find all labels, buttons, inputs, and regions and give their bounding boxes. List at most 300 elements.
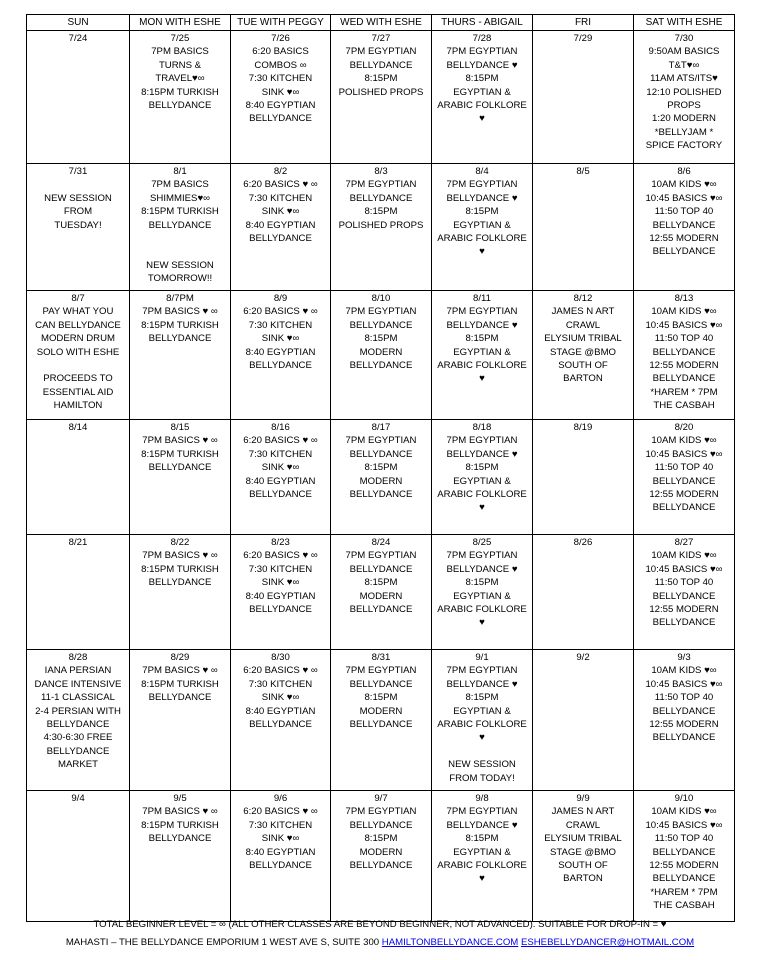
class-line: 7PM EGYPTIAN (345, 665, 417, 677)
class-line: 11:50 TOP 40 (654, 206, 714, 218)
day-cell-mon (130, 535, 231, 650)
class-line: 8:15PM (364, 692, 398, 704)
day-cell-sun (27, 791, 130, 922)
day-date: 8/1 (173, 166, 187, 177)
week-row (27, 650, 735, 791)
day-date: 8/29 (170, 652, 190, 663)
class-line: BELLYDANCE (349, 604, 413, 616)
day-date: 8/27 (674, 537, 694, 548)
class-line: 7:30 KITCHEN (248, 678, 313, 690)
class-line: 7:30 KITCHEN (248, 73, 313, 85)
day-cell-sat (634, 164, 735, 291)
class-line: 7PM EGYPTIAN (345, 306, 417, 318)
class-line: MODERN (359, 346, 403, 358)
class-line: MODERN (359, 705, 403, 717)
class-line: 7PM EGYPTIAN (345, 46, 417, 58)
class-line: BELLYDANCE ♥ (446, 819, 518, 831)
day-date: 8/4 (475, 166, 489, 177)
day-cell-thu (432, 650, 533, 791)
class-line (130, 232, 230, 245)
class-line: ARABIC FOLKLORE (437, 604, 527, 616)
class-line: SOLO WITH ESHE (36, 346, 120, 358)
day-cell-fri (533, 31, 634, 164)
class-line: 11:50 TOP 40 (654, 692, 714, 704)
day-date: 9/6 (273, 793, 288, 804)
class-line: BELLYDANCE (249, 489, 312, 501)
class-line: BELLYDANCE (652, 346, 716, 358)
day-date: 8/20 (674, 422, 694, 433)
class-line: 8:40 EGYPTIAN (245, 705, 316, 717)
day-date: 8/2 (273, 166, 288, 177)
day-date: 8/30 (271, 652, 290, 663)
day-date: 7/28 (472, 33, 492, 44)
day-cell-wed (331, 291, 432, 420)
day-date: 7/26 (271, 33, 290, 44)
week-row (27, 420, 735, 535)
day-cell-sun (27, 420, 130, 535)
class-line: BELLYDANCE (349, 360, 413, 372)
day-date: 8/22 (170, 537, 190, 548)
class-line: STAGE @BMO (549, 846, 617, 858)
class-line: 8:15PM (364, 462, 398, 474)
class-line: BELLYDANCE (349, 448, 413, 460)
class-line (27, 359, 129, 372)
day-date: 9/1 (475, 652, 489, 663)
day-cell-mon (130, 31, 231, 164)
class-line: 7PM BASICS ♥ ∞ (142, 550, 218, 562)
day-cell-thu (432, 420, 533, 535)
class-line: BELLYDANCE ♥ (446, 678, 518, 690)
day-date: 8/3 (374, 166, 388, 177)
class-line: BELLYDANCE (349, 563, 413, 575)
class-line: 7PM EGYPTIAN (446, 806, 518, 818)
class-line: 10:45 BASICS ♥∞ (645, 192, 723, 204)
class-line: FROM (63, 206, 93, 218)
class-line: 7PM EGYPTIAN (446, 550, 518, 562)
schedule-body (27, 31, 735, 922)
class-line: CAN BELLYDANCE (35, 319, 121, 331)
day-cell-thu (432, 291, 533, 420)
day-cell-tue (231, 31, 331, 164)
class-line: 8:15PM TURKISH (141, 563, 219, 575)
day-date: 7/31 (68, 166, 88, 177)
class-line: *BELLYJAM * (654, 126, 714, 138)
class-line: STAGE @BMO (549, 346, 617, 358)
class-line: 8:15PM TURKISH (141, 678, 219, 690)
class-line: BELLYDANCE (148, 462, 212, 474)
class-line: BELLYDANCE (148, 219, 212, 231)
class-line: 8:15PM (465, 833, 499, 845)
class-line: BELLYDANCE (652, 705, 716, 717)
day-cell-fri (533, 291, 634, 420)
class-line: IANA PERSIAN (44, 665, 112, 677)
day-cell-mon (130, 420, 231, 535)
class-line: POLISHED PROPS (338, 219, 424, 231)
class-line: 7PM EGYPTIAN (345, 806, 417, 818)
class-line: 10AM KIDS ♥∞ (651, 179, 717, 191)
class-line: BELLYDANCE (249, 719, 312, 731)
day-cell-fri (533, 791, 634, 922)
class-line: 10AM KIDS ♥∞ (651, 306, 717, 318)
class-line: 12:10 POLISHED (646, 86, 722, 98)
class-line: 7PM BASICS (151, 46, 209, 58)
website-link[interactable]: HAMILTONBELLYDANCE.COM (381, 937, 519, 948)
day-date: 9/3 (677, 652, 691, 663)
day-cell-fri (533, 650, 634, 791)
day-cell-sat (634, 650, 735, 791)
day-cell-fri (533, 535, 634, 650)
class-line: 9:50AM BASICS (648, 46, 720, 58)
day-cell-sun (27, 164, 130, 291)
class-line: 2-4 PERSIAN WITH (35, 705, 121, 717)
class-line: 8:15PM (364, 577, 398, 589)
class-line: 7PM EGYPTIAN (446, 179, 518, 191)
day-date: 7/30 (674, 33, 694, 44)
class-line: BELLYDANCE ♥ (446, 192, 518, 204)
class-line: 7PM EGYPTIAN (446, 306, 518, 318)
class-line: THE CASBAH (653, 900, 715, 912)
class-line: BARTON (563, 373, 603, 385)
class-line: BELLYDANCE (349, 819, 413, 831)
class-line: BELLYDANCE (349, 678, 413, 690)
day-date: 9/8 (475, 793, 489, 804)
class-line: FROM TODAY! (449, 772, 515, 784)
class-line: BELLYDANCE (46, 745, 110, 757)
day-cell-sun (27, 535, 130, 650)
day-date: 8/16 (271, 422, 290, 433)
class-line: COMBOS ∞ (254, 59, 307, 71)
class-line: *HAREM * 7PM (650, 886, 718, 898)
class-line: BELLYDANCE (652, 373, 716, 385)
class-line: HAMILTON (53, 400, 103, 412)
class-line: BELLYDANCE (249, 604, 312, 616)
class-line: BELLYDANCE (148, 100, 212, 112)
class-line: BELLYDANCE (652, 873, 716, 885)
week-row (27, 791, 735, 922)
day-cell-fri (533, 420, 634, 535)
class-line: PROCEEDS TO (43, 373, 113, 385)
week-row (27, 291, 735, 420)
class-line: BELLYDANCE ♥ (446, 448, 518, 460)
class-line: 8:15PM TURKISH (141, 319, 219, 331)
class-line: BELLYDANCE (349, 192, 413, 204)
day-date: 8/19 (573, 422, 593, 433)
class-line: 8:15PM (465, 577, 499, 589)
day-date: 8/23 (271, 537, 290, 548)
day-cell-thu (432, 535, 533, 650)
class-line: 8:15PM (364, 333, 398, 345)
class-line: BELLYDANCE (46, 719, 110, 731)
day-cell-tue (231, 164, 331, 291)
schedule-table (26, 14, 735, 922)
day-cell-tue (231, 420, 331, 535)
class-line: NEW SESSION (146, 259, 214, 271)
day-date: 8/25 (472, 537, 492, 548)
day-date: 8/26 (573, 537, 593, 548)
class-line: 8:40 EGYPTIAN (245, 590, 316, 602)
class-line: DANCE INTENSIVE (34, 678, 122, 690)
class-line: T&T♥∞ (668, 59, 700, 71)
class-line: BELLYDANCE (652, 617, 716, 629)
class-line: SINK ♥∞ (261, 833, 300, 845)
class-line: 12:55 MODERN (649, 489, 719, 501)
class-line: 10AM KIDS ♥∞ (651, 665, 717, 677)
class-line: 8:15PM (465, 692, 499, 704)
class-line: 8:15PM (465, 206, 499, 218)
class-line: 7:30 KITCHEN (248, 192, 313, 204)
day-date: 8/13 (674, 293, 694, 304)
class-line: SINK ♥∞ (261, 577, 300, 589)
day-date: 8/31 (371, 652, 391, 663)
day-cell-wed (331, 31, 432, 164)
class-line: ♥ (479, 373, 485, 385)
class-line: 8:15PM (465, 73, 499, 85)
class-line: PROPS (667, 100, 701, 112)
class-line: 10:45 BASICS ♥∞ (645, 563, 723, 575)
class-line: MODERN (359, 846, 403, 858)
class-line: SPICE FACTORY (645, 140, 723, 152)
address-text: MAHASTI – THE BELLYDANCE EMPORIUM 1 WEST AVE S, SUITE 300 (65, 937, 380, 948)
class-line: ARABIC FOLKLORE (437, 100, 527, 112)
class-line: MODERN DRUM (40, 333, 116, 345)
class-line: BELLYDANCE ♥ (446, 563, 518, 575)
day-date: 9/7 (374, 793, 388, 804)
class-line: EGYPTIAN & (453, 86, 511, 98)
day-date: 7/27 (371, 33, 391, 44)
class-line: 12:55 MODERN (649, 233, 719, 245)
class-line: MARKET (58, 759, 98, 771)
day-cell-thu (432, 164, 533, 291)
class-line: ♥ (479, 617, 485, 629)
day-cell-sat (634, 291, 735, 420)
day-cell-mon (130, 164, 231, 291)
class-line: 7PM BASICS ♥ ∞ (142, 806, 218, 818)
week-row (27, 31, 735, 164)
day-date: 8/6 (677, 166, 691, 177)
class-line: SOUTH OF (558, 360, 608, 372)
day-cell-thu (432, 791, 533, 922)
header-wed: WED WITH ESHE (331, 15, 432, 31)
day-date: 8/5 (576, 166, 590, 177)
class-line: ARABIC FOLKLORE (437, 719, 527, 731)
class-line: 10AM KIDS ♥∞ (651, 550, 717, 562)
class-line: BELLYDANCE (148, 333, 212, 345)
day-cell-tue (231, 650, 331, 791)
class-line: NEW SESSION (448, 759, 516, 771)
class-line: BELLYDANCE (148, 692, 212, 704)
class-line: ARABIC FOLKLORE (437, 360, 527, 372)
day-date: 7/29 (573, 33, 593, 44)
class-line: 7PM BASICS (151, 179, 209, 191)
class-line: 12:55 MODERN (649, 719, 719, 731)
class-line: 8:15PM TURKISH (141, 86, 219, 98)
day-date: 8/18 (472, 422, 492, 433)
header-row (27, 15, 735, 31)
class-line: BELLYDANCE (148, 577, 212, 589)
class-line: 6:20 BASICS ♥ ∞ (243, 665, 318, 677)
day-cell-mon (130, 291, 231, 420)
class-line: 6:20 BASICS ♥ ∞ (243, 806, 318, 818)
day-cell-wed (331, 535, 432, 650)
day-date: 7/25 (170, 33, 190, 44)
class-line: TUESDAY! (54, 219, 102, 231)
class-line: 8:15PM (465, 462, 499, 474)
class-line: EGYPTIAN & (453, 846, 511, 858)
class-line: MODERN (359, 590, 403, 602)
class-line: BELLYDANCE ♥ (446, 59, 518, 71)
day-date: 8/24 (371, 537, 391, 548)
class-line: 7:30 KITCHEN (248, 448, 313, 460)
class-line: SINK ♥∞ (261, 333, 300, 345)
class-line: ♥ (479, 732, 485, 744)
class-line: SINK ♥∞ (261, 462, 300, 474)
class-line: PAY WHAT YOU (42, 306, 114, 318)
day-cell-sat (634, 791, 735, 922)
class-line: 7PM BASICS ♥ ∞ (142, 665, 218, 677)
class-line: JAMES N ART (551, 306, 615, 318)
day-cell-sat (634, 31, 735, 164)
class-line: 7PM EGYPTIAN (345, 550, 417, 562)
class-line: EGYPTIAN & (453, 346, 511, 358)
class-line: 7PM EGYPTIAN (446, 46, 518, 58)
class-line: 11-1 CLASSICAL (41, 692, 115, 704)
day-cell-thu (432, 31, 533, 164)
day-date: 9/2 (576, 652, 590, 663)
day-cell-wed (331, 420, 432, 535)
class-line: ARABIC FOLKLORE (437, 233, 527, 245)
class-line: NEW SESSION (44, 192, 112, 204)
class-line: 7PM EGYPTIAN (345, 179, 417, 191)
class-line: BELLYDANCE (349, 59, 413, 71)
class-line: 8:40 EGYPTIAN (245, 846, 316, 858)
class-line: BELLYDANCE (349, 319, 413, 331)
class-line: 4:30-6:30 FREE (43, 732, 113, 744)
class-line: 12:55 MODERN (649, 604, 719, 616)
class-line: 1:20 MODERN (652, 113, 716, 125)
class-line: THE CASBAH (653, 400, 715, 412)
day-date: 9/9 (576, 793, 590, 804)
class-line: 8:40 EGYPTIAN (245, 219, 316, 231)
class-line: 10:45 BASICS ♥∞ (645, 448, 723, 460)
class-line: POLISHED PROPS (338, 86, 424, 98)
legend-line: TOTAL BEGINNER LEVEL = ∞ (ALL OTHER CLASSES ARE BEYOND BEGINNER, NOT ADVANCED). SUITABLE FOR DROP-IN = ♥ (93, 919, 667, 930)
header-sat: SAT WITH ESHE (634, 15, 735, 31)
header-thu: THURS - ABIGAIL (432, 15, 533, 31)
class-line: TOMORROW!! (147, 273, 213, 285)
class-line: 10AM KIDS ♥∞ (651, 806, 717, 818)
class-line: 7:30 KITCHEN (248, 319, 313, 331)
day-date: 8/9 (273, 293, 288, 304)
day-date: 9/4 (71, 793, 85, 804)
class-line: 8:15PM (364, 206, 398, 218)
class-line: 6:20 BASICS ♥ ∞ (243, 306, 318, 318)
class-line: JAMES N ART (551, 806, 615, 818)
day-date: 9/5 (173, 793, 187, 804)
week-row (27, 535, 735, 650)
class-line: 8:15PM TURKISH (141, 819, 219, 831)
class-line: 8:40 EGYPTIAN (245, 346, 316, 358)
class-line: 8:15PM (364, 73, 398, 85)
class-line: BELLYDANCE (349, 719, 413, 731)
day-date: 8/17 (371, 422, 391, 433)
class-line: ♥ (479, 246, 485, 258)
class-line: ♥ (479, 502, 485, 514)
class-line: BELLYDANCE ♥ (446, 319, 518, 331)
class-line: 10:45 BASICS ♥∞ (645, 819, 723, 831)
class-line: BELLYDANCE (652, 846, 716, 858)
class-line: ARABIC FOLKLORE (437, 860, 527, 872)
header-sun: SUN (27, 15, 130, 31)
class-line: BELLYDANCE (349, 860, 413, 872)
class-line: 12:55 MODERN (649, 860, 719, 872)
email-link[interactable]: ESHEBELLYDANCER@HOTMAIL.COM (520, 937, 695, 948)
day-cell-fri (533, 164, 634, 291)
class-line (432, 745, 532, 758)
class-line: 10:45 BASICS ♥∞ (645, 678, 723, 690)
class-line: MODERN (359, 475, 403, 487)
class-line: 7PM EGYPTIAN (345, 435, 417, 447)
class-line: CRAWL (565, 819, 601, 831)
day-date: 7/24 (68, 33, 88, 44)
class-line: 8:40 EGYPTIAN (245, 475, 316, 487)
week-row (27, 164, 735, 291)
class-line: BELLYDANCE (249, 860, 312, 872)
class-line: ARABIC FOLKLORE (437, 489, 527, 501)
class-line: 11:50 TOP 40 (654, 462, 714, 474)
day-cell-tue (231, 535, 331, 650)
class-line: 6:20 BASICS ♥ ∞ (243, 435, 318, 447)
class-line: 11:50 TOP 40 (654, 577, 714, 589)
day-date: 8/15 (170, 422, 190, 433)
class-line: 7:30 KITCHEN (248, 819, 313, 831)
class-line: *HAREM * 7PM (650, 386, 718, 398)
class-line: ESSENTIAL AID (42, 386, 114, 398)
day-date: 8/28 (68, 652, 88, 663)
class-line: 6:20 BASICS ♥ ∞ (243, 550, 318, 562)
class-line: SHIMMIES♥∞ (150, 192, 210, 204)
class-line: BELLYDANCE (652, 590, 716, 602)
class-line: ELYSIUM TRIBAL (544, 833, 622, 845)
class-line: 11:50 TOP 40 (654, 833, 714, 845)
class-line: CRAWL (565, 319, 601, 331)
class-line: ELYSIUM TRIBAL (544, 333, 622, 345)
class-line (27, 178, 129, 191)
class-line: SINK ♥∞ (261, 86, 300, 98)
class-line: 10:45 BASICS ♥∞ (645, 319, 723, 331)
day-cell-wed (331, 650, 432, 791)
class-line: SOUTH OF (558, 860, 608, 872)
class-line: SINK ♥∞ (261, 692, 300, 704)
class-line: TURNS & (158, 59, 202, 71)
day-date: 8/11 (473, 293, 491, 304)
class-line: 11:50 TOP 40 (654, 333, 714, 345)
class-line: BELLYDANCE (652, 246, 716, 258)
class-line: EGYPTIAN & (453, 705, 511, 717)
day-cell-wed (331, 791, 432, 922)
class-line: 7:30 KITCHEN (248, 563, 313, 575)
class-line: 10AM KIDS ♥∞ (651, 435, 717, 447)
class-line: 8:15PM (465, 333, 499, 345)
class-line: 7PM BASICS ♥ ∞ (142, 306, 218, 318)
class-line: ♥ (479, 113, 485, 125)
class-line: BELLYDANCE (652, 732, 716, 744)
class-line: 7PM BASICS ♥ ∞ (142, 435, 218, 447)
day-date: 8/10 (371, 293, 391, 304)
class-line: BELLYDANCE (652, 219, 716, 231)
class-line: EGYPTIAN & (453, 590, 511, 602)
day-cell-wed (331, 164, 432, 291)
day-cell-mon (130, 791, 231, 922)
